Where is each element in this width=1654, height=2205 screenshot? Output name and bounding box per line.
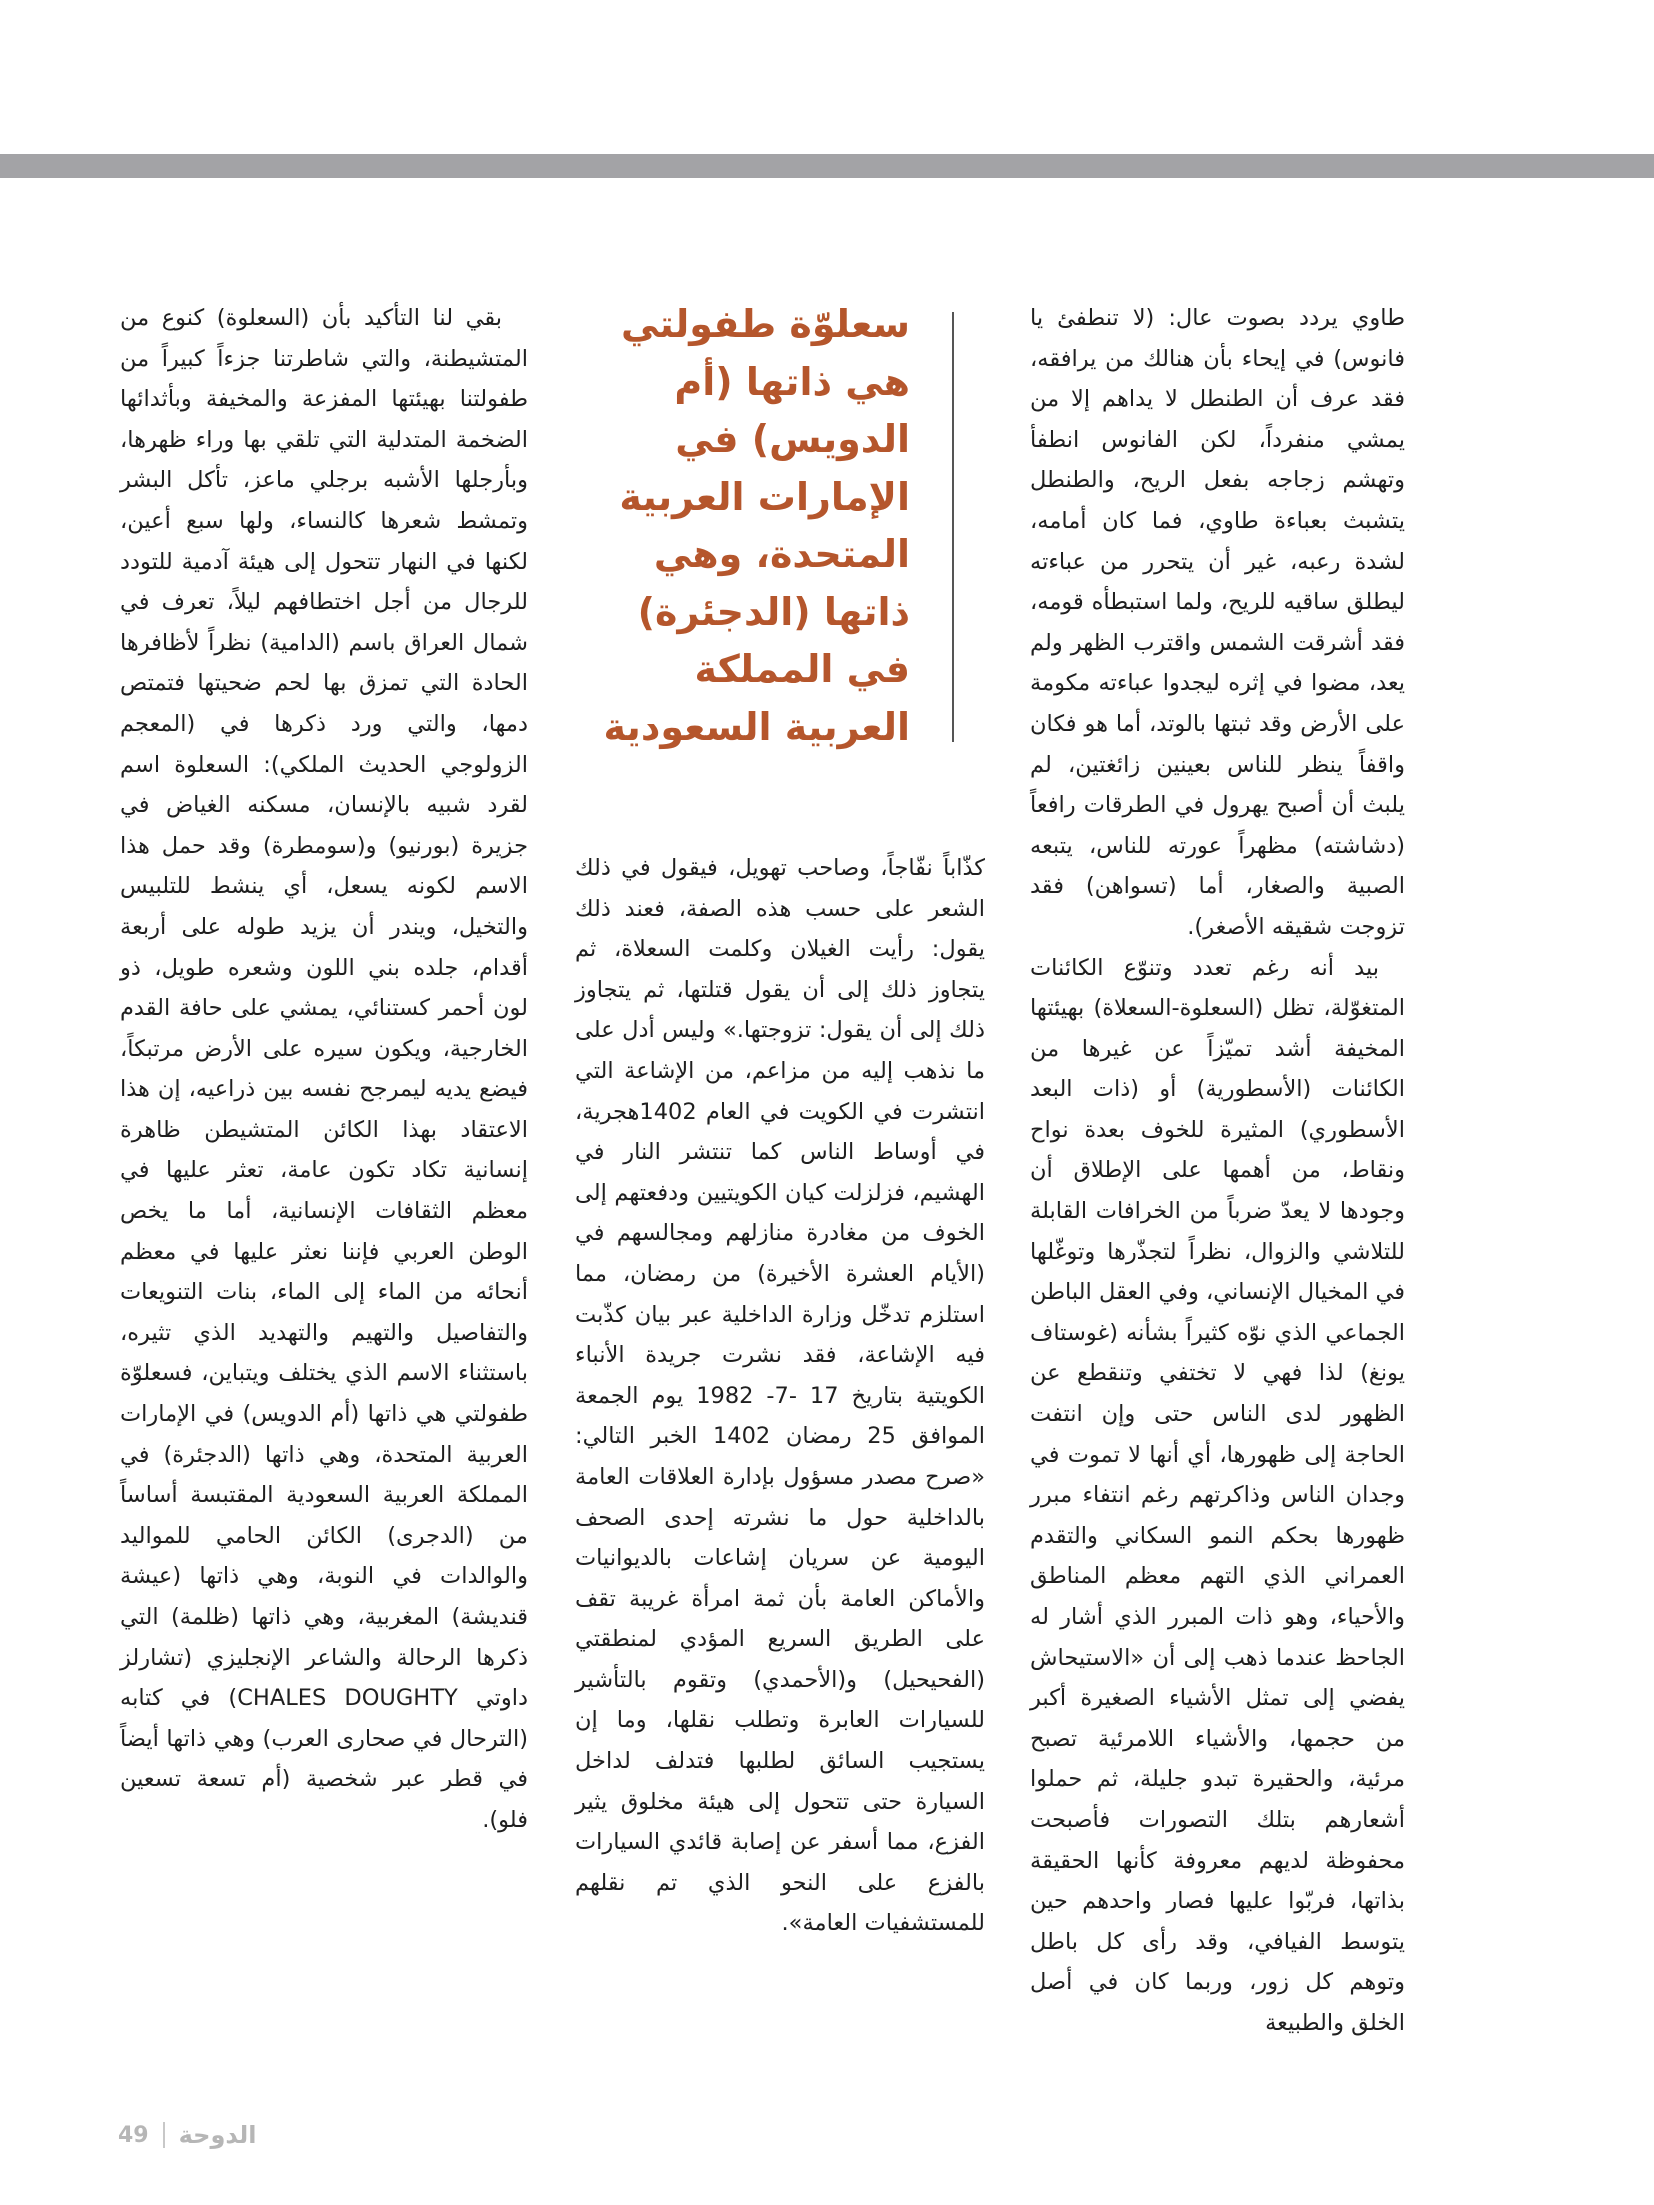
paragraph: كذّاباً نفّاجاً، وصاحب تهويل، فيقول في ذلك الشعر على حسب هذه الصفة، فعند ذلك يقول: رأيت الغيلان وكلمت السعلاة، ثم يتجاوز ذلك إلى أن يقول قتلتها، ثم يتجاوز ذلك إلى أن يقول: تزوجتها.» وليس أدل على ما نذهب إليه من مزاعم، من الإشاعة التي انتشرت في الكويت في العام 1402هجرية، في أوساط الناس كما تنتشر النار في الهشيم، فزلزلت كيان الكويتيين ودفعتهم إلى الخوف من مغادرة منازلهم ومجالسهم في (الأيام العشرة الأخيرة) من رمضان، مما استلزم تدخّل وزارة الداخلية عبر بيان كذّبت فيه الإشاعة، فقد نشرت جريدة الأنباء الكويتية بتاريخ 17 -7- 1982 يوم الجمعة الموافق 25 رمضان 1402 الخبر التالي: «صرح مصدر مسؤول بإدارة العلاقات العامة بالداخلية حول ما نشرته إحدى الصحف اليومية عن سريان إشاعات بالديوانيات والأماكن العامة بأن ثمة امرأة غريبة تقف على الطريق السريع المؤدي لمنطقتي (الفحيحيل) و(الأحمدي) وتقوم بالتأشير للسيارات العابرة وتطلب نقلها، وما إن يستجيب السائق لطلبها فتدلف لداخل السيارة حتى تتحول إلى هيئة مخلوق يثير الفزع، مما أسفر عن إصابة قائدي السيارات بالفزع على النحو الذي تم نقلهم للمستشفيات العامة». [575, 855, 985, 1937]
article-column-left [120, 298, 528, 1841]
page-number: 49 [118, 2122, 149, 2148]
article-column-middle [575, 848, 985, 1944]
top-decorative-band [0, 154, 1654, 178]
article-column-right [1030, 298, 1405, 2044]
paragraph: بيد أنه رغم تعدد وتنوّع الكائنات المتغوّلة، تظل (السعلوة-السعلاة) بهيئتها المخيفة أشد تميّزاً عن غيرها من الكائنات (الأسطورية) أو (ذات البعد الأسطوري) المثيرة للخوف بعدة نواح ونقاط، من أهمها على الإطلاق أن وجودها لا يعدّ ضرباً من الخرافات القابلة للتلاشي والزوال، نظراً لتجذّرها وتوغّلها في المخيال الإنساني، وفي العقل الباطن الجماعي الذي نوّه كثيراً بشأنه (غوستاف يونغ) لذا فهي لا تختفي وتنقطع عن الظهور لدى الناس حتى وإن انتفت الحاجة إلى ظهورها، أي أنها لا تموت في وجدان الناس وذاكرتهم رغم انتفاء مبرر ظهورها بحكم النمو السكاني والتقدم العمراني الذي التهم معظم المناطق والأحياء، وهو ذات المبرر الذي أشار له الجاحظ عندما ذهب إلى أن «الاستيحاش يفضي إلى تمثل الأشياء الصغيرة أكبر من حجمها، والأشياء اللامرئية تصبح مرئية، والحقيرة تبدو جليلة، ثم حملوا أشعارهم بتلك التصورات فأصبحت محفوظة لديهم معروفة كأنها الحقيقة بذاتها، فربّوا عليها فصار واحدهم حين يتوسط الفيافي، وقد رأى كل باطل وتوهم كل زور، وربما كان في أصل الخلق والطبيعة [1030, 954, 1405, 2036]
pull-quote: سعلوّة طفولتي هي ذاتها (أم الدويس) في الإمارات العربية المتحدة، وهي ذاتها (الدجئرة) في المملكة العربية السعودية [603, 302, 910, 749]
pull-quote-divider [952, 312, 954, 742]
paragraph: طاوي يردد بصوت عال: (لا تنطفئ يا فانوس) في إيحاء بأن هنالك من يرافقه، فقد عرف أن الطنطل لا يداهم إلا من يمشي منفرداً، لكن الفانوس انطفأ وتهشم زجاجه بفعل الريح، والطنطل يتشبث بعباءة طاوي، فما كان أمامه، لشدة رعبه، غير أن يتحرر من عباءته ليطلق ساقيه للريح، ولما استبطأه قومه، فقد أشرقت الشمس واقترب الظهر ولم يعد، مضوا في إثره ليجدوا عباءته مكومة على الأرض وقد ثبتها بالوتد، أما هو فكان واقفاً ينظر للناس بعينين زائغتين، لم يلبث أن أصبح يهرول في الطرقات رافعاً (دشاشته) مظهراً عورته للناس، يتبعه الصبية والصغار، أما (تسواهن) فقد تزوجت شقيقه الأصغر). [1030, 305, 1405, 940]
paragraph: بقي لنا التأكيد بأن (السعلوة) كنوع من المتشيطنة، والتي شاطرتنا جزءاً كبيراً من طفولتنا بهيئتها المفزعة والمخيفة وبأثدائها الضخمة المتدلية التي تلقي بها وراء ظهرها، وبأرجلها الأشبه برجلي ماعز، تأكل البشر وتمشط شعرها كالنساء، ولها سبع أعين، لكنها في النهار تتحول إلى هيئة آدمية للتودد للرجال من أجل اختطافهم ليلاً، تعرف في شمال العراق باسم (الدامية) نظراً لأظافرها الحادة التي تمزق بها لحم ضحيتها فتمتص دمها، والتي ورد ذكرها في (المعجم الزولوجي الحديث الملكي): السعلوة اسم لقرد شبيه بالإنسان، مسكنه الغياض في جزيرة (بورنيو) و(سومطرة) وقد حمل هذا الاسم لكونه يسعل، أي ينشط للتلبيس والتخيل، ويندر أن يزيد طوله على أربعة أقدام، جلده بني اللون وشعره طويل، ذو لون أحمر كستنائي، يمشي على حافة القدم الخارجية، ويكون سيره على الأرض مرتبكاً، فيضع يديه ليمرجح نفسه بين ذراعيه، إن هذا الاعتقاد بهذا الكائن المتشيطن ظاهرة إنسانية تكاد تكون عامة، تعثر عليها في معظم الثقافات الإنسانية، أما ما يخص الوطن العربي فإننا نعثر عليها في معظم أنحائه من الماء إلى الماء، بنات التنويعات والتفاصيل والتهيم والتهديد الذي تثيره، باستثناء الاسم الذي يختلف ويتباين، فسعلوّة طفولتي هي ذاتها (أم الدويس) في الإمارات العربية المتحدة، وهي ذاتها (الدجئرة) في المملكة العربية السعودية المقتبسة أساساً من (الدجرى) الكائن الحامي للمواليد والوالدات في النوبة، وهي ذاتها (عيشة قنديشة) المغربية، وهي ذاتها (ظلمة) التي ذكرها الرحالة والشاعر الإنجليزي (تشارلز داوتي CHALES DOUGHTY) في كتابه (الترحال في صحارى العرب) وهي ذاتها أيضاً في قطر عبر شخصية (أم تسعة تسعين فلو). [120, 305, 528, 1833]
magazine-name: الدوحة [178, 2121, 257, 2149]
page-footer [118, 2118, 257, 2152]
footer-separator [163, 2122, 165, 2148]
